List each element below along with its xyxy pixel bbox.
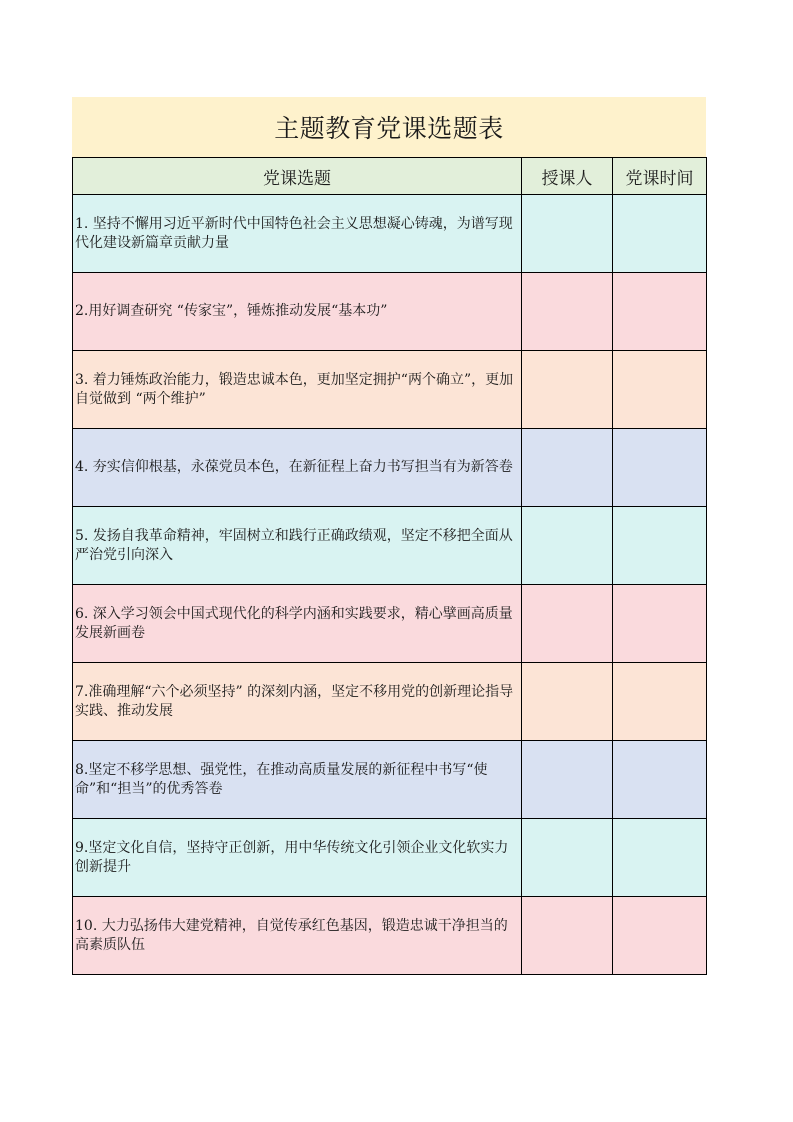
table-row xyxy=(73,351,707,429)
topic-cell[interactable]: 8.坚定不移学思想、强党性，在推动高质量发展的新征程中书写“使命”和“担当”的优秀答卷 xyxy=(73,741,522,819)
topic-cell[interactable]: 1. 坚持不懈用习近平新时代中国特色社会主义思想凝心铸魂，为谱写现代化建设新篇章贡献力量 xyxy=(73,195,522,273)
lecturer-cell[interactable] xyxy=(522,585,613,663)
lecturer-cell[interactable] xyxy=(522,429,613,507)
time-cell[interactable] xyxy=(613,819,707,897)
lecturer-cell[interactable] xyxy=(522,663,613,741)
table-header-row xyxy=(73,158,707,195)
lecturer-cell[interactable] xyxy=(522,507,613,585)
table-row xyxy=(73,429,707,507)
time-cell[interactable] xyxy=(613,585,707,663)
table-row xyxy=(73,585,707,663)
table-row xyxy=(73,507,707,585)
time-cell[interactable] xyxy=(613,429,707,507)
time-cell[interactable] xyxy=(613,663,707,741)
lecturer-cell[interactable] xyxy=(522,273,613,351)
topic-cell[interactable]: 2.用好调查研究 “传家宝”，锤炼推动发展“基本功” xyxy=(73,273,522,351)
topic-sheet xyxy=(72,97,706,975)
header-time: 党课时间 xyxy=(613,158,707,195)
lecturer-cell[interactable] xyxy=(522,897,613,975)
time-cell[interactable] xyxy=(613,195,707,273)
lecturer-cell[interactable] xyxy=(522,195,613,273)
topic-cell[interactable]: 4. 夯实信仰根基，永葆党员本色，在新征程上奋力书写担当有为新答卷 xyxy=(73,429,522,507)
table-row xyxy=(73,195,707,273)
table-row xyxy=(73,741,707,819)
time-cell[interactable] xyxy=(613,897,707,975)
topic-cell[interactable]: 5. 发扬自我革命精神，牢固树立和践行正确政绩观，坚定不移把全面从严治党引向深入 xyxy=(73,507,522,585)
time-cell[interactable] xyxy=(613,741,707,819)
topic-cell[interactable]: 9.坚定文化自信，坚持守正创新，用中华传统文化引领企业文化软实力创新提升 xyxy=(73,819,522,897)
topic-cell[interactable]: 6. 深入学习领会中国式现代化的科学内涵和实践要求，精心擘画高质量发展新画卷 xyxy=(73,585,522,663)
topic-table xyxy=(72,157,707,975)
table-row xyxy=(73,663,707,741)
lecturer-cell[interactable] xyxy=(522,351,613,429)
table-row xyxy=(73,273,707,351)
topic-cell[interactable]: 7.准确理解“六个必须坚持” 的深刻内涵，坚定不移用党的创新理论指导实践、推动发展 xyxy=(73,663,522,741)
topic-cell[interactable]: 3. 着力锤炼政治能力，锻造忠诚本色，更加坚定拥护“两个确立”，更加自觉做到 “两个维护” xyxy=(73,351,522,429)
lecturer-cell[interactable] xyxy=(522,819,613,897)
table-row xyxy=(73,819,707,897)
table-row xyxy=(73,897,707,975)
header-topic: 党课选题 xyxy=(73,158,522,195)
topic-cell[interactable]: 10. 大力弘扬伟大建党精神，自觉传承红色基因，锻造忠诚干净担当的高素质队伍 xyxy=(73,897,522,975)
sheet-title: 主题教育党课选题表 xyxy=(72,97,706,157)
time-cell[interactable] xyxy=(613,273,707,351)
time-cell[interactable] xyxy=(613,351,707,429)
header-lecturer: 授课人 xyxy=(522,158,613,195)
time-cell[interactable] xyxy=(613,507,707,585)
lecturer-cell[interactable] xyxy=(522,741,613,819)
